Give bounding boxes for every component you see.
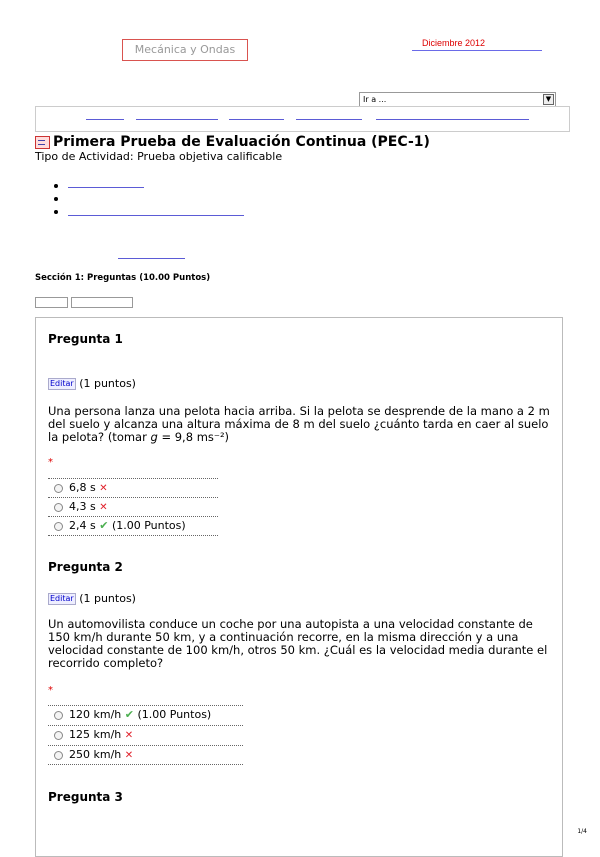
question-3-heading: Pregunta 3 [48,790,123,804]
page-number: 1/4 [577,828,587,835]
bullet-link-1[interactable] [68,187,144,188]
course-title: Mecánica y Ondas [122,39,248,61]
question-1-variable: g [150,430,158,444]
required-marker: * [48,685,53,696]
wrong-icon: ✕ [99,483,108,494]
extra-link[interactable] [118,258,185,259]
date-underline [412,50,542,51]
question-2-heading: Pregunta 2 [48,560,123,574]
quiz-icon [35,136,50,149]
option-label: 6,8 s [69,481,96,494]
nav-link-5[interactable] [376,119,529,120]
radio-button[interactable] [54,731,63,740]
question-1-text [48,405,558,444]
correct-icon: ✔ [99,519,109,532]
question-1-option-3[interactable] [48,516,218,536]
chevron-down-icon[interactable]: ▼ [543,94,554,105]
questions-panel [35,317,563,857]
edit-button[interactable]: Editar [50,594,74,603]
question-2-points-row [48,592,136,605]
question-1-text-post: = 9,8 ms⁻²) [157,430,230,444]
jump-to-label: Ir a ... [363,95,387,104]
activity-subtitle: Tipo de Actividad: Prueba objetiva calificable [35,150,283,163]
question-1-points-row [48,377,136,390]
activity-title-text: Primera Prueba de Evaluación Continua (PEC-1) [53,134,430,150]
question-1-option-2[interactable] [48,497,218,516]
section-heading: Sección 1: Preguntas (10.00 Puntos) [35,273,211,283]
question-2-option-3[interactable] [48,745,243,765]
required-marker: * [48,457,53,468]
question-1-heading: Pregunta 1 [48,332,123,346]
small-button-1[interactable] [35,297,68,308]
wrong-icon: ✕ [124,730,134,741]
bullet-3 [54,210,58,214]
bullet-1 [54,184,58,188]
nav-link-4[interactable] [296,119,362,120]
question-2-option-1[interactable] [48,705,243,724]
radio-button[interactable] [54,484,63,493]
question-2-points: (1 puntos) [79,592,136,605]
date-label: Diciembre 2012 [422,38,486,48]
option-label: 120 km/h [69,708,122,721]
radio-button[interactable] [54,751,63,760]
bullet-link-3[interactable] [68,215,244,216]
nav-link-1[interactable] [86,119,124,120]
question-1-option-1[interactable] [48,478,218,497]
question-2-option-2[interactable] [48,725,243,744]
nav-link-2[interactable] [136,119,218,120]
question-1-text-pre: Una persona lanza una pelota hacia arriba. Si la pelota se desprende de la mano a 2 m del suelo y alcanza una altura máxima de 8 m del suelo ¿cuánto tarda en caer al suelo la pelota? (tomar [48,404,550,444]
option-label: 125 km/h [69,728,122,741]
wrong-icon: ✕ [99,502,108,513]
edit-button[interactable]: Editar [50,379,74,388]
radio-button[interactable] [54,522,63,531]
wrong-icon: ✕ [124,750,134,761]
question-1-points: (1 puntos) [79,377,136,390]
small-button-2[interactable] [71,297,133,308]
option-label: 250 km/h [69,748,122,761]
nav-bar [35,106,570,132]
option-score: (1.00 Puntos) [137,708,212,721]
radio-button[interactable] [54,503,63,512]
activity-title [35,134,430,150]
option-label: 2,4 s [69,519,96,532]
correct-icon: ✔ [124,708,134,721]
jump-to-select[interactable] [359,92,556,107]
nav-link-3[interactable] [229,119,284,120]
radio-button[interactable] [54,711,63,720]
option-label: 4,3 s [69,500,96,513]
option-score: (1.00 Puntos) [111,519,186,532]
question-2-text: Un automovilista conduce un coche por una autopista a una velocidad constante de 150 km/h durante 50 km, y a continuación recorre, en la misma dirección y a una velocidad constante de 100 km/h, otros 50 km. ¿Cuál es la velocidad media durante el recorrido completo? [48,617,548,670]
bullet-2 [54,197,58,201]
